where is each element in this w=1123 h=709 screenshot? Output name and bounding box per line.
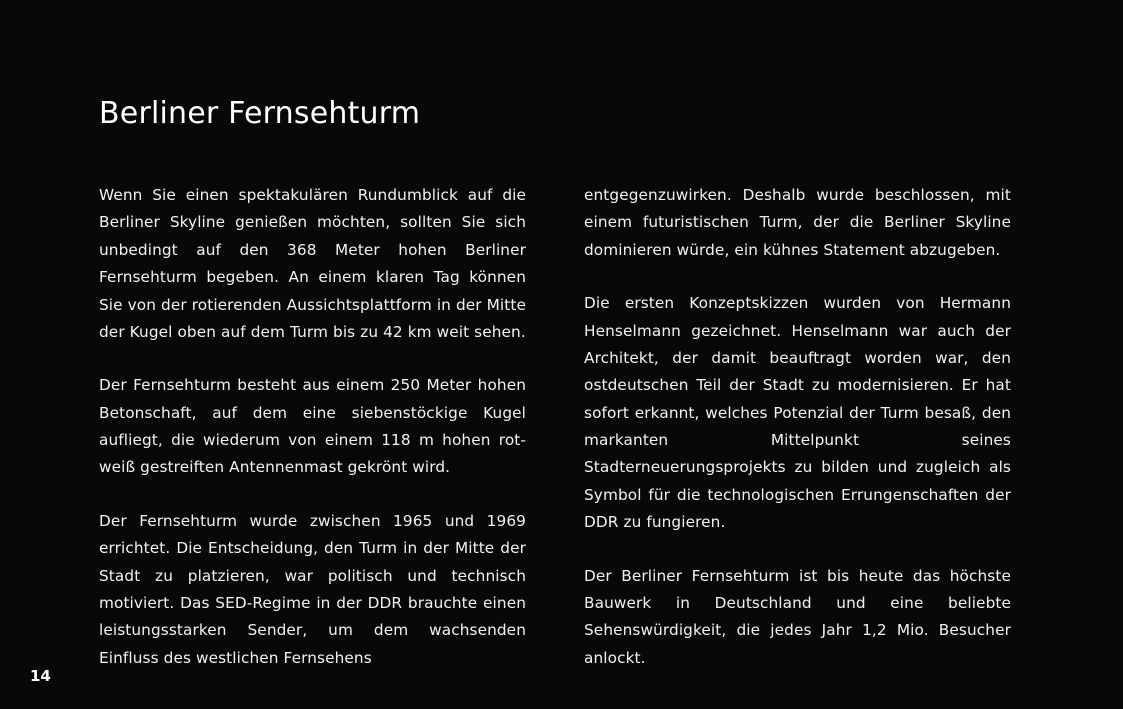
page-number: 14 [30,667,51,685]
left-column [99,182,526,672]
paragraph: Die ersten Konzeptskizzen wurden von Hermann Henselmann gezeichnet. Henselmann war auch der Architekt, der damit beauftragt worden war, den ostdeutschen Teil der Stadt zu modernisieren. Er hat sofort erkannt, welches Potenzial der Turm besaß, den markanten Mittelpunkt seines Stadterneuerungsprojekts zu bilden und zugleich als Symbol für die technologischen Errungenschaften der DDR zu fungieren. [584,294,1011,532]
body-columns [99,182,1023,672]
page-title: Berliner Fernsehturm [99,96,421,132]
paragraph: Der Berliner Fernsehturm ist bis heute das höchste Bauwerk in Deutschland und eine beliebte Sehenswürdigkeit, die jedes Jahr 1,2 Mio. Besucher anlockt. [584,566,1011,667]
paragraph: Der Fernsehturm besteht aus einem 250 Meter hohen Betonschaft, auf dem eine siebenstöckige Kugel aufliegt, die wiederum von einem 118 m hohen rot-weiß gestreiften Antennenmast gekrönt wird. [99,376,526,477]
right-column [584,182,1011,672]
paragraph: Wenn Sie einen spektakulären Rundumblick auf die Berliner Skyline genießen möchten, sollten Sie sich unbedingt auf den 368 Meter hohen Berliner Fernsehturm begeben. An einem klaren Tag können Sie von der rotierenden Aussichtsplattform in der Mitte der Kugel oben auf dem Turm bis zu 42 km weit sehen. [99,186,526,341]
paragraph: entgegenzuwirken. Deshalb wurde beschlossen, mit einem futuristischen Turm, der die Berliner Skyline dominieren würde, ein kühnes Statement abzugeben. [584,186,1011,259]
paragraph: Der Fernsehturm wurde zwischen 1965 und 1969 errichtet. Die Entscheidung, den Turm in der Mitte der Stadt zu platzieren, war politisch und technisch motiviert. Das SED-Regime in der DDR brauchte einen leistungsstarken Sender, um dem wachsenden Einfluss des westlichen Fernsehens [99,511,526,667]
